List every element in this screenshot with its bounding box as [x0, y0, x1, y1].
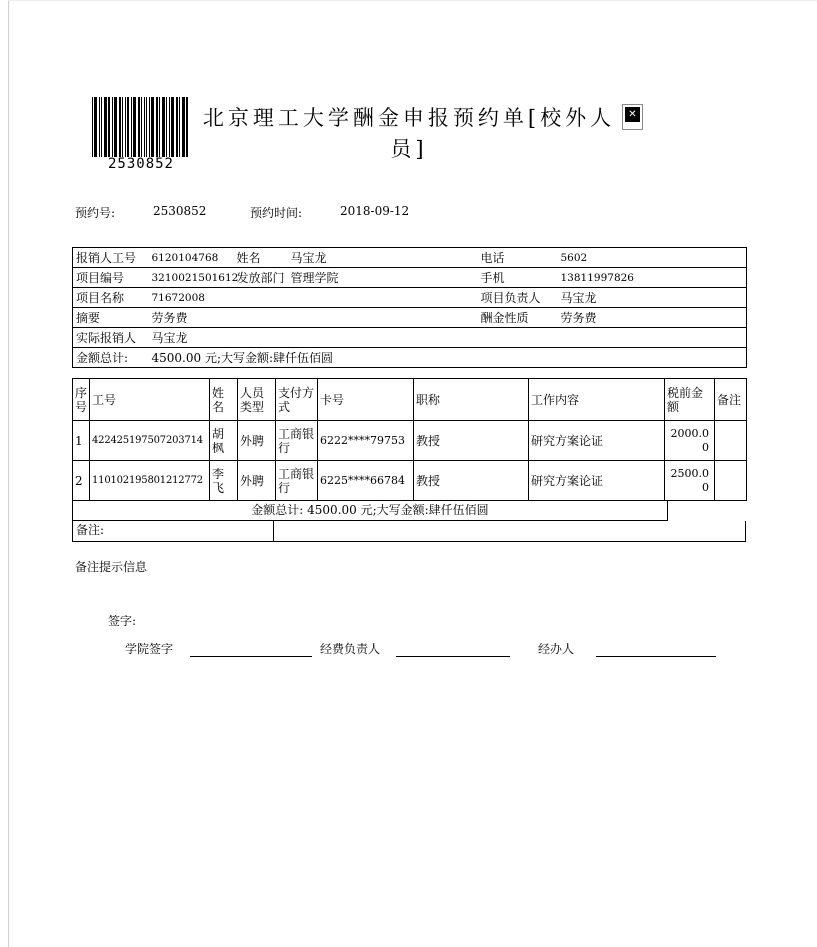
cell-name: 李飞 — [210, 461, 238, 501]
cell-work-content: 研究方案论证 — [529, 461, 665, 501]
cell-worker-id: 422425197507203714 — [90, 421, 210, 461]
field-value: 劳务费 — [149, 308, 478, 328]
table-row — [73, 348, 747, 368]
x-glyph-icon — [625, 107, 640, 122]
reservation-no-label: 预约号: — [75, 206, 116, 220]
page-left-border — [8, 0, 9, 947]
field-label: 手机 — [478, 268, 558, 288]
handler-sign-label: 经办人 — [538, 642, 575, 656]
remark-label: 备注: — [73, 521, 274, 541]
barcode-number: 2530852 — [107, 156, 174, 172]
field-value: 马宝龙 — [288, 248, 478, 268]
fund-owner-sign-line — [396, 656, 510, 657]
cell-seq: 2 — [73, 461, 90, 501]
cell-job-title: 教授 — [414, 461, 529, 501]
field-value: 马宝龙 — [558, 288, 747, 308]
field-value: 4500.00 元;大写金额:肆仟伍佰圆 — [151, 351, 334, 365]
remark-row — [72, 521, 746, 542]
cell-seq: 1 — [73, 421, 90, 461]
field-label: 项目编号 — [73, 268, 149, 288]
column-header: 备注 — [715, 379, 747, 421]
cell-remark — [715, 421, 747, 461]
barcode — [85, 97, 197, 172]
column-header: 支付方式 — [276, 379, 318, 421]
cell-pay-method: 工商银行 — [276, 421, 318, 461]
field-value: 管理学院 — [288, 268, 478, 288]
remark-value — [274, 521, 745, 541]
column-header: 序号 — [73, 379, 90, 421]
field-label: 实际报销人 — [73, 328, 149, 348]
table-row — [73, 248, 747, 268]
column-header: 工号 — [90, 379, 210, 421]
table-row — [73, 308, 747, 328]
reservation-no-value: 2530852 — [153, 204, 207, 218]
detail-total-row: 金额总计: 4500.00 元;大写金额:肆仟伍佰圆 — [72, 501, 668, 521]
field-value: 劳务费 — [558, 308, 747, 328]
column-header: 人员类型 — [238, 379, 276, 421]
field-label: 报销人工号 — [73, 248, 149, 268]
column-header: 税前金额 — [665, 379, 715, 421]
cell-worker-id: 110102195801212772 — [90, 461, 210, 501]
cell-person-type: 外聘 — [238, 421, 276, 461]
column-header: 卡号 — [318, 379, 414, 421]
college-sign-label: 学院签字 — [125, 642, 174, 656]
field-value: 3210021501612 — [149, 268, 234, 288]
cell-pretax-amount: 2500.00 — [665, 461, 715, 501]
page-top-border — [8, 0, 817, 1]
fund-owner-sign-label: 经费负责人 — [320, 642, 381, 656]
field-label: 电话 — [478, 248, 558, 268]
field-value: 13811997826 — [558, 268, 747, 288]
notes-hint: 备注提示信息 — [75, 560, 148, 574]
field-label: 项目负责人 — [478, 288, 558, 308]
column-header: 职称 — [414, 379, 529, 421]
cell-work-content: 研究方案论证 — [529, 421, 665, 461]
cell-card-no: 6225****66784 — [318, 461, 414, 501]
cell-name: 胡枫 — [210, 421, 238, 461]
field-label: 摘要 — [73, 308, 149, 328]
signature-section-label: 签字: — [108, 614, 137, 628]
table-row — [73, 268, 747, 288]
field-label: 项目名称 — [73, 288, 149, 308]
cell-pretax-amount: 2000.00 — [665, 421, 715, 461]
field-label: 酬金性质 — [478, 308, 558, 328]
college-sign-line — [190, 656, 312, 657]
field-label: 姓名 — [234, 248, 288, 268]
column-header: 工作内容 — [529, 379, 665, 421]
table-row — [73, 288, 747, 308]
reservation-time-value: 2018-09-12 — [340, 204, 410, 218]
cell-job-title: 教授 — [414, 421, 529, 461]
cell-card-no: 6222****79753 — [318, 421, 414, 461]
field-label: 金额总计: — [76, 351, 129, 365]
barcode-bars — [85, 97, 197, 157]
field-value: 马宝龙 — [149, 328, 747, 348]
detail-table — [72, 378, 747, 501]
table-row — [73, 328, 747, 348]
cell-pay-method: 工商银行 — [276, 461, 318, 501]
column-header: 姓名 — [210, 379, 238, 421]
page-title: 北京理工大学酬金申报预约单[校外人员] — [202, 106, 616, 161]
detail-header-row — [73, 379, 747, 421]
info-table — [72, 247, 747, 368]
field-value: 5602 — [558, 248, 747, 268]
field-value: 6120104768 — [149, 248, 234, 268]
broken-image-icon — [622, 104, 643, 130]
handler-sign-line — [596, 656, 716, 657]
reservation-time-label: 预约时间: — [250, 206, 303, 220]
table-row — [73, 461, 747, 501]
cell-person-type: 外聘 — [238, 461, 276, 501]
field-value: 71672008 — [149, 288, 478, 308]
field-label: 发放部门 — [234, 268, 288, 288]
cell-remark — [715, 461, 747, 501]
table-row — [73, 421, 747, 461]
